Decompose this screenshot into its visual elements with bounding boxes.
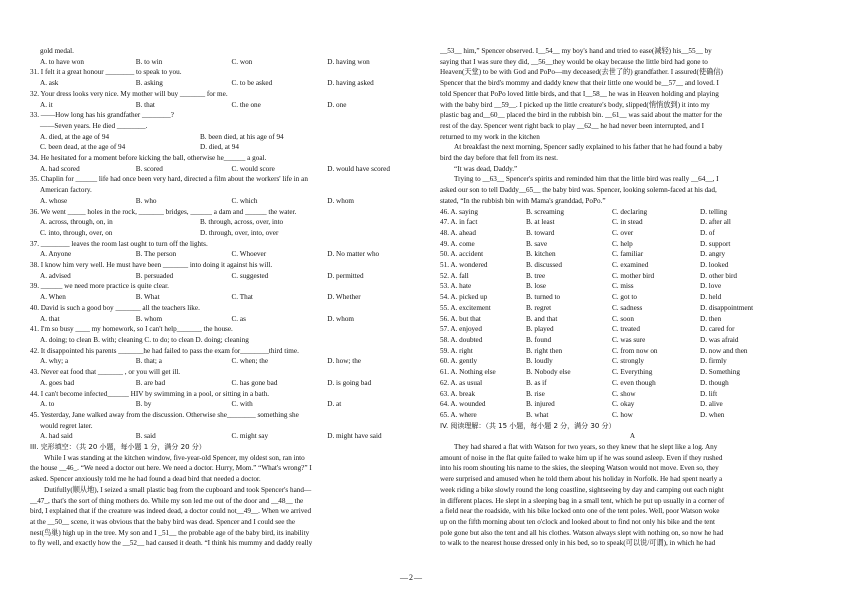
option: B. lose <box>526 282 546 291</box>
option: B. found <box>526 335 552 344</box>
option: C. might say <box>231 432 269 441</box>
passage-line: Heaven(天堂) to be with God and PoPo—my deceased(去世了的) grandfather. I assured(使确信) <box>440 68 723 77</box>
option: C. show <box>612 389 636 398</box>
question-stem: 34. He hesitated for a moment before kicking the ball, otherwise he______ a goal. <box>30 154 267 163</box>
cloze-option-row <box>440 378 825 389</box>
question-options-row <box>30 142 423 153</box>
option: C. with <box>231 400 253 409</box>
option: C. would score <box>231 164 275 173</box>
cloze-options-table <box>440 207 825 421</box>
question-options <box>30 271 423 282</box>
option: B. discussed <box>526 261 562 270</box>
option: C. how <box>612 410 633 419</box>
option: C. over <box>612 228 634 237</box>
option: A. to have won <box>40 57 84 66</box>
option: B. at least <box>526 218 555 227</box>
option: A. had scored <box>40 164 80 173</box>
option: C. help <box>612 239 633 248</box>
option: D. is going bad <box>327 378 372 387</box>
option: C. sadness <box>612 303 643 312</box>
option: D. through, over, into, over <box>200 228 279 237</box>
option: 50. A. accident <box>440 250 484 259</box>
option: D. cared for <box>700 325 735 334</box>
option: A. died, at the age of 94 <box>40 132 110 141</box>
option: D. now and then <box>700 346 748 355</box>
option: D. whom <box>327 196 355 205</box>
option: B. What <box>135 293 160 302</box>
option: C. got to <box>612 293 637 302</box>
option: B. turned to <box>526 293 561 302</box>
option: B. as if <box>526 378 547 387</box>
option: 61. A. Nothing else <box>440 368 496 377</box>
option: C. into, through, over, on <box>40 228 113 237</box>
option: B. persuaded <box>135 271 174 280</box>
option: C. suggested <box>231 271 269 280</box>
question-options <box>30 378 423 389</box>
option: D. might have said <box>327 432 382 441</box>
cloze-option-row <box>440 410 825 421</box>
passage-line: told Spencer that PoPo loved little birds, and that I__58__ he was in Heaven holding and playing <box>440 89 719 98</box>
passage-line: asked. Spencer anxiously told me he had found a dead bird that needed a doctor. <box>30 475 261 484</box>
option: B. loudly <box>526 357 553 366</box>
question-stem: 38. I know him very well. He must have been _______ into doing it against his will. <box>30 261 273 270</box>
cloze-option-row <box>440 271 825 282</box>
option: B. injured <box>526 400 555 409</box>
option: D. having won <box>327 57 370 66</box>
option: D. support <box>700 239 731 248</box>
option: B. and that <box>526 314 558 323</box>
option: C. when; the <box>231 357 269 366</box>
option: C. to be asked <box>231 79 273 88</box>
cloze-option-row <box>440 346 825 357</box>
option: B. tree <box>526 271 546 280</box>
option: D. at <box>327 400 342 409</box>
passage-line: While I was standing at the kitchen window, five-year-old Spencer, my oldest son, ran into <box>44 453 305 462</box>
option: A. ask <box>40 79 59 88</box>
option: B. asking <box>135 79 163 88</box>
section-4-heading: IV. 阅读理解：（共 15 小题，每小题 2 分，满分 30 分） <box>440 421 616 430</box>
question-options <box>30 314 423 325</box>
option: C. Whoever <box>231 250 267 259</box>
question-stem: 37. ________ leaves the room last ought to turn off the lights. <box>30 239 208 248</box>
right-column <box>440 46 825 549</box>
question-stem: 36. We went _____ holes in the rock, _______ bridges, ______ a dam and ______ the water. <box>30 207 297 216</box>
option: 48. A. ahead <box>440 228 476 237</box>
option: C. declaring <box>612 207 648 216</box>
option: B. played <box>526 325 554 334</box>
option: A. whose <box>40 196 68 205</box>
option: D. though <box>700 378 729 387</box>
question-stem: 32. Your dress looks very nice. My mother will buy _______ for me. <box>30 89 228 98</box>
passage-line: bird the day before that fell from its nest. <box>440 154 558 163</box>
option: C. Everything <box>612 368 653 377</box>
option: A. When <box>40 293 66 302</box>
option: C. in stead <box>612 218 643 227</box>
option: C. from now on <box>612 346 658 355</box>
passage-line: Trying to __63__ Spencer's spirits and reminded him that the little bird was really __64__, I <box>454 175 719 184</box>
option: C. was sure <box>612 335 646 344</box>
question-stem-continued: ——Seven years. He died ________. <box>40 121 148 130</box>
question-stem: 42. It disappointed his parents _______he had failed to pass the exam for________third time. <box>30 346 299 355</box>
option: B. been died, at his age of 94 <box>200 132 284 141</box>
option: 52. A. fall <box>440 271 469 280</box>
option: C. which <box>231 196 258 205</box>
option: B. scored <box>135 164 163 173</box>
cloze-passage <box>30 453 423 549</box>
option: B. Nobody else <box>526 368 571 377</box>
question-options <box>30 356 423 367</box>
cloze-option-row <box>440 239 825 250</box>
option: 65. A. where <box>440 410 477 419</box>
question-options-line: A. doing; to clean B. with; cleaning C. to do; to clean D. doing; cleaning <box>40 335 249 344</box>
option: C. treated <box>612 325 640 334</box>
option: D. having asked <box>327 79 374 88</box>
option: 51. A. wondered <box>440 261 488 270</box>
option: D. Something <box>700 368 740 377</box>
option: D. Whether <box>327 293 361 302</box>
passage-a-label: A <box>629 432 636 441</box>
passage-line: nest(鸟巢) high up in the tree. My son and I _51__ the probable age of the baby bird, its inability <box>30 528 310 537</box>
passage-line: At breakfast the next morning, Spencer sadly explained to his father that he had found a baby <box>454 143 723 152</box>
option: C. has gone bad <box>231 378 278 387</box>
passage-line: rest of the day. Spencer went right back to play __62__ he had never been interrupted, and I <box>440 121 704 130</box>
option: D. No matter who <box>327 250 380 259</box>
question-options-row <box>30 228 423 239</box>
question-options <box>30 78 423 89</box>
option: A. had said <box>40 432 73 441</box>
cloze-option-row <box>440 260 825 271</box>
question-stem: 41. I'm so busy ____ my homework, so I can't help_______ the house. <box>30 325 233 334</box>
passage-line: asked our son to tell Daddy__65__ the baby bird was. Spencer, looking solemn-faced at his dad, <box>440 186 717 195</box>
option: 54. A. picked up <box>440 293 488 302</box>
passage-line: Dutifully(顺从地), I seized a small plastic bag from the cupboard and took Spencer's hand— <box>44 485 312 494</box>
option: D. held <box>700 293 722 302</box>
option: B. who <box>135 196 157 205</box>
question-options-row <box>30 217 423 228</box>
question-stem: 35. Chaplin for ______ life had once been very hard, directed a film about the workers' life in an <box>30 175 308 184</box>
option: A. Anyone <box>40 250 72 259</box>
option: D. angry <box>700 250 726 259</box>
option: D. firmly <box>700 357 727 366</box>
question-stem: 40. David is such a good boy _______ all the teachers like. <box>30 303 200 312</box>
option: B. are bad <box>135 378 166 387</box>
option: 59. A. right <box>440 346 473 355</box>
passage-line: stated, “In the rubbish bin with Mama's granddad, PoPo.” <box>440 196 606 205</box>
page-number: —2— <box>400 573 423 582</box>
question-stem-continued: would regret later. <box>40 421 93 430</box>
option: B. screaming <box>526 207 564 216</box>
left-column <box>30 46 423 549</box>
option: C. familiar <box>612 250 644 259</box>
reading-line: into his room shouting his name to the skies, the sleeping Watson would not move. Even so, they <box>440 464 719 473</box>
cloze-option-row <box>440 399 825 410</box>
option: A. it <box>40 100 53 109</box>
reading-line: a field near the roadside, with his bike locked onto one of the tent poles. Well, poor Watson woke <box>440 507 720 516</box>
option: C. as <box>231 314 246 323</box>
question-stem: 43. Never eat food that _______ , or you will get ill. <box>30 368 181 377</box>
option: B. by <box>135 400 152 409</box>
option: D. one <box>327 100 347 109</box>
question-options-row <box>30 132 423 143</box>
option: 53. A. hate <box>440 282 472 291</box>
option: D. how; the <box>327 357 361 366</box>
option: C. the one <box>231 100 261 109</box>
option: D. of <box>700 228 715 237</box>
option: D. then <box>700 314 722 323</box>
option: D. would have scored <box>327 164 390 173</box>
reading-line: were surprised and amused when he told them about his holiday in Norfolk. He had spent nearly a <box>440 475 723 484</box>
option: D. when <box>700 410 725 419</box>
cloze-option-row <box>440 314 825 325</box>
option: 63. A. break <box>440 389 476 398</box>
passage-line: plastic bag and__60__ placed the bird in the rubbish bin. __61__ was said about the matter for the <box>440 111 723 120</box>
option: C. miss <box>612 282 634 291</box>
option: 58. A. doubted <box>440 335 483 344</box>
option: C. been dead, at the age of 94 <box>40 143 126 152</box>
option: B. to win <box>135 57 163 66</box>
option: 46. A. saying <box>440 207 478 216</box>
cloze-option-row <box>440 389 825 400</box>
question-list <box>30 67 423 442</box>
option: D. died, at 94 <box>200 143 239 152</box>
option: B. regret <box>526 303 552 312</box>
passage-line: the house __46_. “We need a doctor out here. We need a doctor. Hurry, Mom.” “What's wrong?” I <box>30 464 312 473</box>
option: C. That <box>231 293 253 302</box>
option: A. advised <box>40 271 71 280</box>
question-options <box>30 431 423 442</box>
cloze-passage-continued <box>440 46 825 207</box>
option: D. permitted <box>327 271 364 280</box>
option: A. to <box>40 400 55 409</box>
question-stem: 44. I can't become infected______ HIV by swimming in a pool, or sitting in a bath. <box>30 389 270 398</box>
option: B. said <box>135 432 156 441</box>
passage-line: “It was dead, Daddy.” <box>454 164 518 173</box>
reading-passage <box>440 442 825 549</box>
section-3-heading: III. 完形填空：（共 20 小题，每小题 1 分，满分 20 分） <box>30 443 206 452</box>
reading-line: in different places. He slept in a sleeping bag in a small tent, which he put up usually in a corner of <box>440 496 725 505</box>
cloze-option-row <box>440 228 825 239</box>
cloze-option-row <box>440 217 825 228</box>
passage-line: to fly well, and exactly how the __52__ had caused it death. “I think his mummy and daddy really <box>30 539 313 548</box>
option: D. lift <box>700 389 718 398</box>
option: B. that <box>135 100 155 109</box>
option: 62. A. as usual <box>440 378 483 387</box>
cloze-option-row <box>440 367 825 378</box>
option: B. whom <box>135 314 163 323</box>
intro-line: gold medal. <box>40 47 74 55</box>
option: B. through, across, over, into <box>200 218 284 227</box>
option: D. after all <box>700 218 731 227</box>
passage-line: with the baby bird __59__. I picked up the little creature's body, slipped(悄悄放到) it into my <box>440 100 710 109</box>
option: C. mother bird <box>612 271 655 280</box>
passage-line: bird, I explained that if the creature was indeed dead, a doctor could not__49__. When we arrived <box>30 507 312 516</box>
reading-line: amount of noise in the flat quite failed to wake him up if he was sound asleep. Even if they rushed <box>440 453 723 462</box>
cloze-option-row <box>440 335 825 346</box>
option: 60. A. gently <box>440 357 478 366</box>
option: B. what <box>526 410 549 419</box>
question-options <box>30 249 423 260</box>
option: A. goes bad <box>40 378 75 387</box>
option: D. was afraid <box>700 335 739 344</box>
option: 55. A. excitement <box>440 303 491 312</box>
reading-line: They had shared a flat with Watson for two years, so they knew that he slept like a log. Any <box>454 443 718 452</box>
option: A. why; a <box>40 357 69 366</box>
passage-line: returned to my work in the kitchen <box>440 132 540 141</box>
option: 64. A. wounded <box>440 400 486 409</box>
cloze-option-row <box>440 249 825 260</box>
option: A. across, through, on, in <box>40 218 113 227</box>
option: D. disappointment <box>700 303 754 312</box>
option: 56. A. but that <box>440 314 481 323</box>
reading-line: pole gone but also the tent and all his clothes. Watson always slept with nothing on, so now he had <box>440 528 724 537</box>
option: D. alive <box>700 400 723 409</box>
question-stem: 39. ______ we need more practice is quite clear. <box>30 282 169 291</box>
question-stem: 33. ——How long has his grandfather ________? <box>30 111 174 120</box>
question-options <box>30 164 423 175</box>
cloze-option-row <box>440 324 825 335</box>
option: 57. A. enjoyed <box>440 325 482 334</box>
option: C. strongly <box>612 357 644 366</box>
option: C. soon <box>612 314 634 323</box>
option: C. okay <box>612 400 635 409</box>
passage-line: __53__ him,” Spencer observed. I__54__ my boy's hand and tried to ease(减轻) his__55__ by <box>440 47 712 55</box>
passage-line: __47_, that's the sort of thing mothers do. While my son led me out of the door and __48__ the <box>30 496 304 505</box>
cloze-option-row <box>440 356 825 367</box>
reading-line: week riding a bike slowly round the long coastline, sightseeing by day and camping out each night <box>440 485 724 494</box>
passage-line: at the __50__ scene, it was obvious that the baby bird was dead. Spencer and I could see the <box>30 517 296 526</box>
option: C. examined <box>612 261 649 270</box>
question-stem: 45. Yesterday, Jane walked away from the discussion. Otherwise she________ something she <box>30 410 299 419</box>
option: B. that; a <box>135 357 162 366</box>
intro-options <box>30 57 423 68</box>
cloze-option-row <box>440 281 825 292</box>
option: A. that <box>40 314 60 323</box>
option: D. whom <box>327 314 355 323</box>
cloze-option-row <box>440 207 825 218</box>
reading-line: to walk to the nearest house dressed only in his bed, so to speak(可以说/可谓), in which he had <box>440 539 716 548</box>
option: C. won <box>231 57 253 66</box>
option: B. The person <box>135 250 177 259</box>
option: B. kitchen <box>526 250 556 259</box>
option: B. rise <box>526 389 545 398</box>
question-options <box>30 196 423 207</box>
option: B. right then <box>526 346 563 355</box>
cloze-option-row <box>440 303 825 314</box>
option: D. looked <box>700 261 729 270</box>
option: 49. A. come <box>440 239 475 248</box>
reading-line: up on the fifth morning about ten o'clock and looked about to find not only his bike and the tent <box>440 517 715 526</box>
option: C. even though <box>612 378 656 387</box>
passage-line: saying that I was sure they did, __56__they would be okay because the little bird had gone to <box>440 57 708 66</box>
option: B. toward <box>526 228 555 237</box>
question-options <box>30 100 423 111</box>
question-options <box>30 399 423 410</box>
option: B. save <box>526 239 548 248</box>
option: D. love <box>700 282 722 291</box>
option: 47. A. in fact <box>440 218 478 227</box>
question-options <box>30 292 423 303</box>
cloze-option-row <box>440 292 825 303</box>
question-stem-continued: American factory. <box>40 186 92 195</box>
option: D. other bird <box>700 271 737 280</box>
option: D. telling <box>700 207 728 216</box>
passage-line: Spencer that the bird's mommy and daddy knew that their little one would be__57__ and loved. I <box>440 79 719 88</box>
question-stem: 31. I felt it a great honour ________ to speak to you. <box>30 68 182 77</box>
